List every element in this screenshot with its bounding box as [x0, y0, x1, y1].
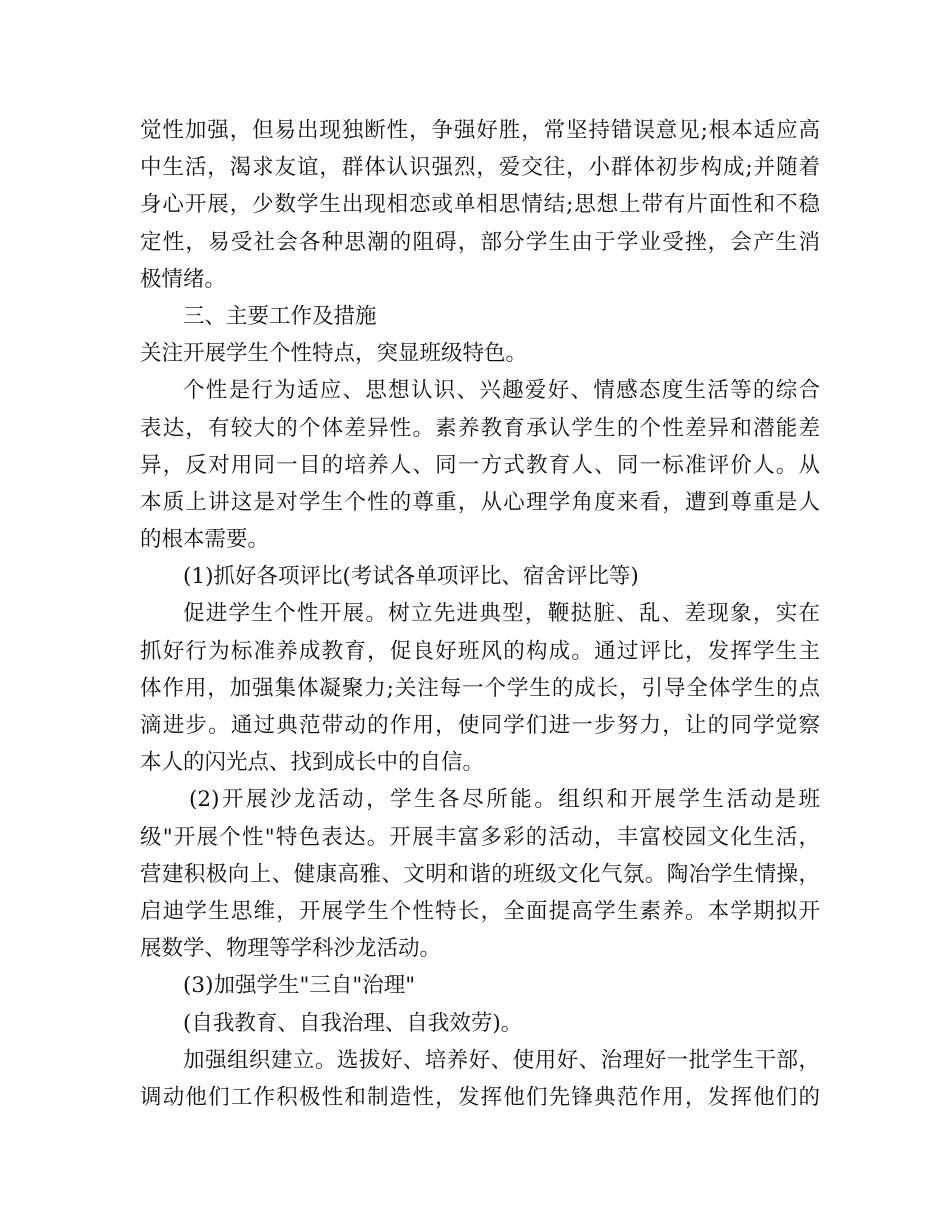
- text-line: 加强组织建立。选拔好、培养好、使用好、治理好一批学生干部，: [183, 1047, 820, 1073]
- text-line: (自我教育、自我治理、自我效劳)。: [183, 1010, 523, 1036]
- text-line: 滴进步。通过典范带动的作用，使同学们进一步努力，让的同学觉察: [140, 713, 820, 738]
- text-line: 的根本需要。: [140, 527, 270, 553]
- text-line: 身心开展，少数学生出现相恋或单相思情结;思想上带有片面性和不稳: [140, 192, 820, 218]
- subsection-heading: (1)抓好各项评比(考试各单项评比、宿舍评比等): [183, 564, 639, 590]
- text-line: 中生活，渴求友谊，群体认识强烈，爱交往，小群体初步构成;并随着: [140, 155, 820, 181]
- subsection-heading: (3)加强学生"三自"治理": [183, 973, 416, 999]
- text-line: 营建积极向上、健康高雅、文明和谐的班级文化气氛。陶冶学生情操，: [140, 861, 820, 887]
- text-line: 抓好行为标准养成教育，促良好班风的构成。通过评比，发挥学生主: [140, 638, 820, 664]
- text-line: 级"开展个性"特色表达。开展丰富多彩的活动，丰富校园文化生活，: [140, 824, 820, 850]
- text-line: 表达，有较大的个体差异性。素养教育承认学生的个性差异和潜能差: [140, 415, 820, 441]
- text-line: 调动他们工作积极性和制造性，发挥他们先锋典范作用，发挥他们的: [140, 1084, 820, 1110]
- subsection-heading: (2)开展沙龙活动，学生各尽所能。组织和开展学生活动是班: [189, 787, 820, 813]
- text-line: 本质上讲这是对学生个性的尊重，从心理学角度来看，遭到尊重是人: [140, 489, 820, 515]
- document-body: [140, 112, 820, 1116]
- text-line: 体作用，加强集体凝聚力;关注每一个学生的成长，引导全体学生的点: [140, 675, 820, 701]
- text-line: 个性是行为适应、思想认识、兴趣爱好、情感态度生活等的综合: [183, 378, 820, 404]
- text-line: 本人的闪光点、找到成长中的自信。: [140, 750, 485, 776]
- text-line: 关注开展学生个性特点，突显班级特色。: [140, 341, 528, 367]
- text-line: 促进学生个性开展。树立先进典型，鞭挞脏、乱、差现象，实在: [183, 601, 820, 627]
- text-line: 启迪学生思维，开展学生个性特长，全面提高学生素养。本学期拟开: [140, 898, 820, 924]
- section-heading: 三、主要工作及措施: [183, 303, 377, 329]
- text-line: 觉性加强，但易出现独断性，争强好胜，常坚持错误意见;根本适应高: [140, 118, 820, 143]
- text-line: 定性，易受社会各种思潮的阻碍，部分学生由于学业受挫，会产生消: [140, 229, 820, 255]
- text-line: 展数学、物理等学科沙龙活动。: [140, 936, 442, 962]
- text-line: 异，反对用同一目的培养人、同一方式教育人、同一标准评价人。从: [140, 452, 820, 478]
- text-line: 极情绪。: [140, 266, 227, 292]
